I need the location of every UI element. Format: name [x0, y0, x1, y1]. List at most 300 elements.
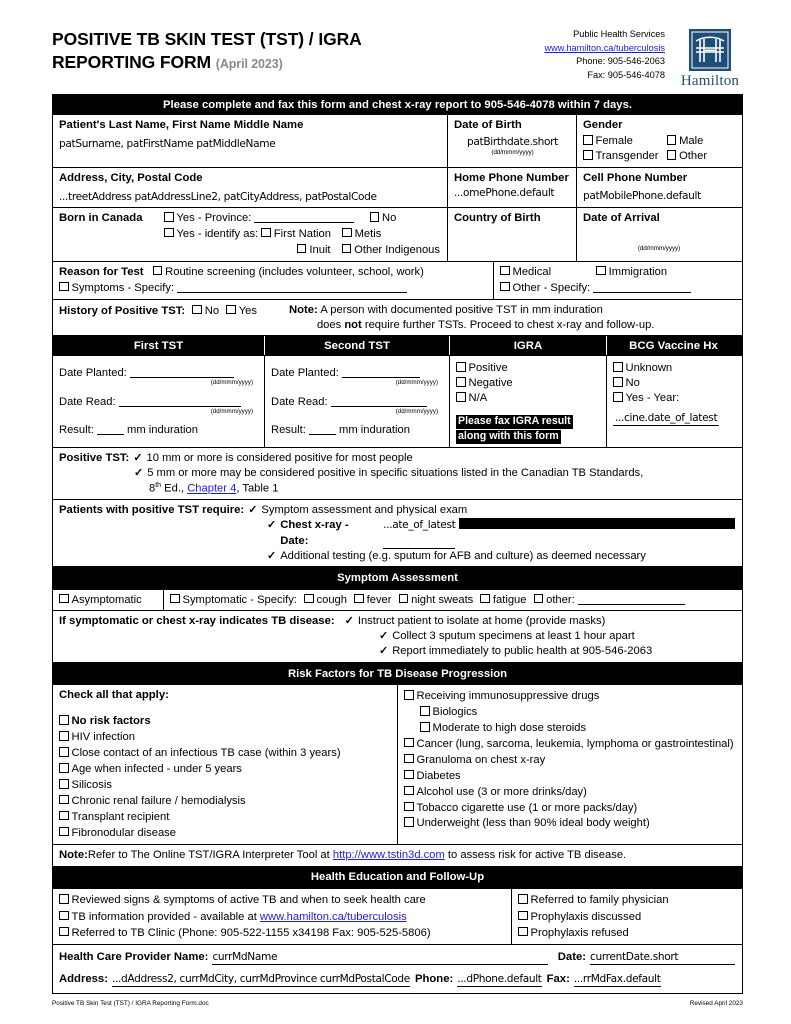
- symptom-cough-option[interactable]: [304, 594, 347, 606]
- checkbox-icon[interactable]: [59, 594, 69, 604]
- edu-label: Prophylaxis refused: [530, 926, 629, 939]
- instruction-bar: Please complete and fax this form and chest x-ray report to 905-546-4078 within 7 days.: [53, 94, 742, 115]
- row-symptoms: [53, 589, 742, 611]
- symptomatic-option[interactable]: [170, 594, 297, 606]
- other-specify-input[interactable]: [593, 292, 691, 293]
- checkbox-icon[interactable]: [164, 212, 174, 222]
- provider-phone-value[interactable]: ...dPhone.default: [457, 972, 541, 987]
- checkbox-icon[interactable]: [404, 817, 414, 827]
- checkbox-icon[interactable]: [404, 770, 414, 780]
- born-yes-province-label: Yes - Province:: [176, 212, 252, 224]
- cell-risk-left: [53, 685, 397, 843]
- checkbox-icon[interactable]: [583, 135, 593, 145]
- checkbox-icon[interactable]: [59, 894, 69, 904]
- risk-label: Moderate to high dose steroids: [432, 722, 587, 735]
- first-tst-planted-input[interactable]: [130, 377, 234, 378]
- risk-label: No risk factors: [71, 715, 151, 728]
- positive-tst-line3-prefix: 8: [149, 482, 156, 495]
- header-first-tst: First TST: [133, 339, 184, 352]
- checkbox-icon[interactable]: [164, 228, 174, 238]
- checkmark-icon: ✓: [344, 615, 354, 628]
- checkbox-icon[interactable]: [404, 802, 414, 812]
- edu-referred-tb-clinic[interactable]: [59, 926, 506, 941]
- checkbox-icon[interactable]: [261, 228, 271, 238]
- checkbox-icon[interactable]: [59, 795, 69, 805]
- risk-alcohol-use[interactable]: [404, 785, 735, 800]
- cell-first-tst: [53, 356, 264, 446]
- address-value: ...treetAddress patAddressLine2, patCityAddress, patPostalCode: [59, 190, 377, 203]
- interpreter-note-label: Note:: [59, 848, 88, 861]
- patient-name-value: patSurname, patFirstName patMiddleName: [59, 138, 276, 151]
- history-note-line2b: require further TSTs. Proceed to chest x-ray and follow-up.: [361, 318, 655, 331]
- cell-reason-right: [493, 262, 740, 299]
- risk-underweight[interactable]: [404, 816, 735, 831]
- born-yes-province-row: [164, 211, 442, 226]
- chapter-4-link[interactable]: Chapter 4: [187, 482, 237, 495]
- checkbox-icon[interactable]: [404, 690, 414, 700]
- checkbox-icon[interactable]: [354, 594, 364, 604]
- symptom-other-input[interactable]: [578, 604, 685, 605]
- checkbox-icon[interactable]: [59, 911, 69, 921]
- checkbox-icon[interactable]: [59, 763, 69, 773]
- edu-reviewed-signs[interactable]: [59, 893, 506, 908]
- reason-symptoms-option[interactable]: [59, 282, 174, 294]
- provider-fax-label: Fax:: [546, 972, 570, 985]
- date-of-arrival-label: Date of Arrival: [583, 212, 660, 224]
- born-yes-identify-label: Yes - identify as:: [176, 227, 259, 240]
- symptom-night-sweats-option[interactable]: [399, 594, 474, 606]
- row-risk-factors: [53, 684, 742, 843]
- row-patient-name: [53, 115, 742, 167]
- risk-label: Close contact of an infectious TB case (within 3 years): [71, 747, 341, 760]
- home-phone-label: Home Phone Number: [454, 171, 569, 184]
- reason-symptoms-label: Symptoms - Specify:: [71, 281, 175, 294]
- first-tst-result-label: Result:: [59, 423, 94, 436]
- risk-close-contact[interactable]: [59, 746, 392, 761]
- title-block: [52, 22, 362, 75]
- igra-negative-label: Negative: [468, 377, 513, 390]
- risk-silicosis[interactable]: [59, 778, 392, 793]
- symptom-fever-option[interactable]: [354, 594, 391, 606]
- checkbox-icon[interactable]: [667, 150, 677, 160]
- provider-address-label: Address:: [59, 972, 108, 985]
- fax-text: Fax: 905-546-4078: [587, 69, 665, 80]
- page-title-line2: REPORTING FORM: [52, 52, 212, 73]
- history-yes-option[interactable]: [226, 305, 257, 317]
- risk-label: HIV infection: [71, 731, 135, 744]
- reason-medical-label: Medical: [512, 265, 552, 278]
- risk-factors-bar: Risk Factors for TB Disease Progression: [53, 662, 742, 684]
- first-tst-planted-label: Date Planted:: [59, 367, 127, 380]
- cell-date-of-arrival: [576, 208, 740, 261]
- identify-inuit-option[interactable]: [297, 244, 331, 256]
- footer-filename: Positive TB Skin Test (TST) / IGRA Reporting Form.doc: [52, 1000, 209, 1008]
- checkbox-icon[interactable]: [342, 228, 352, 238]
- checkbox-icon[interactable]: [226, 305, 236, 315]
- second-tst-planted-input[interactable]: [342, 377, 420, 378]
- born-identify-row2: [164, 243, 442, 258]
- header-second-tst: Second TST: [264, 336, 449, 355]
- igra-negative-option[interactable]: [456, 376, 601, 391]
- cell-home-phone: [447, 168, 576, 207]
- edu-referred-family-physician[interactable]: [518, 893, 735, 908]
- risk-no-risk-factors[interactable]: [59, 714, 392, 729]
- row-birth-origin: [53, 207, 742, 261]
- risk-label: Receiving immunosuppressive drugs: [416, 690, 600, 703]
- risk-hiv-infection[interactable]: [59, 730, 392, 745]
- page-title-line1: POSITIVE TB SKIN TEST (TST) / IGRA: [52, 29, 362, 49]
- gender-male-label: Male: [679, 135, 704, 148]
- identify-first-nation-label: First Nation: [273, 227, 331, 240]
- checkbox-icon[interactable]: [500, 266, 510, 276]
- cell-interpreter-note: [53, 845, 740, 866]
- header-contact-block: [544, 22, 743, 90]
- cell-positive-tst: [53, 448, 740, 500]
- checkbox-icon[interactable]: [192, 305, 202, 315]
- cell-history: [53, 300, 740, 336]
- risk-label: Age when infected - under 5 years: [71, 763, 242, 776]
- checkbox-icon[interactable]: [370, 212, 380, 222]
- checkmark-icon: ✓: [134, 466, 144, 479]
- history-no-option[interactable]: [192, 305, 219, 317]
- provider-name-label: Health Care Provider Name:: [59, 950, 209, 963]
- second-tst-planted-label: Date Planted:: [271, 367, 339, 380]
- checkbox-icon[interactable]: [153, 266, 163, 276]
- checkmark-icon: ✓: [267, 519, 277, 532]
- tests-body-row: [53, 355, 742, 446]
- header-bcg: BCG Vaccine Hx: [606, 336, 740, 355]
- action-line3: Report immediately to public health at 905-546-2063: [392, 645, 653, 658]
- edu-label: TB information provided - available at: [71, 910, 260, 923]
- cell-patient-name: [53, 115, 447, 167]
- asymptomatic-label: Asymptomatic: [71, 593, 142, 606]
- risk-steroids[interactable]: [404, 721, 735, 736]
- footer-revision: Revised April 2023: [689, 1000, 743, 1008]
- igra-notice-line1: Please fax IGRA result: [458, 415, 571, 428]
- first-tst-read-format: (dd/mmm/yyyy): [210, 407, 253, 415]
- bcg-unknown-label: Unknown: [625, 362, 673, 375]
- checkbox-icon[interactable]: [667, 135, 677, 145]
- checkmark-icon: ✓: [133, 451, 143, 464]
- checkbox-icon[interactable]: [170, 594, 180, 604]
- row-requirements: [53, 499, 742, 566]
- first-tst-result-unit: mm induration: [127, 423, 198, 436]
- risk-fibronodular-disease[interactable]: [59, 826, 392, 841]
- identify-metis-option[interactable]: [342, 228, 381, 240]
- reason-routine-option[interactable]: [153, 266, 424, 278]
- symptom-other-label: other:: [546, 593, 575, 606]
- second-tst-result-unit: mm induration: [339, 423, 410, 436]
- country-of-birth-label: Country of Birth: [454, 212, 541, 224]
- logo-wordmark: Hamilton: [680, 73, 740, 89]
- hamilton-bridge-icon: [688, 28, 732, 72]
- province-input-line[interactable]: [254, 222, 354, 223]
- edu-label: Referred to TB Clinic (Phone: 905-522-1155 x34198 Fax: 905-525-5806): [71, 926, 431, 939]
- checkbox-icon[interactable]: [456, 362, 466, 372]
- checkbox-icon[interactable]: [596, 266, 606, 276]
- cell-provider: [53, 945, 740, 993]
- redaction-bar: [459, 518, 735, 529]
- identify-other-indigenous-label: Other Indigenous: [354, 243, 440, 256]
- if-symptomatic-label: If symptomatic or chest x-ray indicates TB disease:: [59, 615, 335, 628]
- checkbox-icon[interactable]: [59, 779, 69, 789]
- cell-if-symptomatic: [53, 611, 740, 662]
- dob-format-hint: (dd/mmm/yyyy): [491, 149, 534, 157]
- born-identify-row: [164, 227, 442, 242]
- row-address: [53, 167, 742, 207]
- risk-age-under-5[interactable]: [59, 762, 392, 777]
- org-name: Public Health Services: [573, 29, 665, 39]
- symptom-fatigue-option[interactable]: [480, 594, 526, 606]
- checkbox-icon[interactable]: [297, 244, 307, 254]
- provider-date-label: Date:: [557, 950, 586, 963]
- igra-notice-line2: along with this form: [458, 430, 559, 443]
- cell-reason-left: [53, 262, 493, 299]
- risk-biologics[interactable]: [404, 705, 735, 720]
- igra-na-option[interactable]: [456, 391, 601, 406]
- born-no-label: No: [382, 212, 397, 224]
- checkbox-icon[interactable]: [399, 594, 409, 604]
- risk-cancer[interactable]: [404, 737, 735, 752]
- history-label: History of Positive TST:: [59, 304, 186, 317]
- cell-education-right: [511, 889, 740, 944]
- checkbox-icon[interactable]: [518, 911, 528, 921]
- header-igra: IGRA: [449, 336, 606, 355]
- checkbox-icon[interactable]: [304, 594, 314, 604]
- symptom-other-option[interactable]: [534, 594, 575, 606]
- positive-tst-line3-suffix: , Table 1: [236, 482, 279, 495]
- row-reason-for-test: [53, 261, 742, 299]
- provider-address-value[interactable]: ...dAddress2, currMdCity, currMdProvince currMdPostalCode: [112, 972, 410, 987]
- checkbox-icon[interactable]: [534, 594, 544, 604]
- action-line2: Collect 3 sputum specimens at least 1 hour apart: [392, 630, 635, 643]
- cell-phone-value: patMobilePhone.default: [583, 189, 701, 202]
- positive-tst-line3-sup: th: [155, 481, 162, 489]
- checkbox-icon[interactable]: [456, 392, 466, 402]
- checkbox-icon[interactable]: [59, 811, 69, 821]
- bcg-yes-option[interactable]: [613, 391, 735, 406]
- checkbox-icon[interactable]: [500, 282, 510, 292]
- checkmark-icon: ✓: [379, 630, 389, 643]
- symptomatic-label: Symptomatic - Specify:: [182, 593, 297, 606]
- action-line1: Instruct patient to isolate at home (provide masks): [357, 615, 606, 628]
- checkbox-icon[interactable]: [518, 927, 528, 937]
- risk-label: Granuloma on chest x-ray: [416, 753, 546, 766]
- risk-label: Alcohol use (3 or more drinks/day): [416, 785, 587, 798]
- checkbox-icon[interactable]: [613, 392, 623, 402]
- arrival-format-hint: (dd/mmm/yyyy): [637, 245, 681, 253]
- first-tst-read-input[interactable]: [119, 406, 241, 407]
- cell-phone-label: Cell Phone Number: [583, 171, 688, 184]
- gender-label: Gender: [583, 119, 623, 132]
- born-in-canada-label: Born in Canada: [59, 212, 143, 224]
- checkbox-icon[interactable]: [59, 747, 69, 757]
- gender-other-label: Other: [679, 150, 708, 163]
- reason-immigration-option[interactable]: [596, 266, 667, 278]
- reason-label: Reason for Test: [59, 265, 144, 278]
- bcg-no-option[interactable]: [613, 376, 735, 391]
- checkbox-icon[interactable]: [583, 150, 593, 160]
- checkbox-icon[interactable]: [59, 282, 69, 292]
- checkbox-icon[interactable]: [59, 827, 69, 837]
- cell-igra: [449, 356, 606, 446]
- second-tst-result-input[interactable]: [309, 434, 336, 435]
- history-note-not: not: [344, 318, 362, 331]
- cell-education-left: [53, 889, 511, 944]
- provider-phone-label: Phone:: [414, 972, 454, 985]
- requirement-line3: Additional testing (e.g. sputum for AFB and culture) as deemed necessary: [280, 549, 646, 562]
- page-title-revision: (April 2023): [215, 57, 283, 72]
- chest-xray-date-value: ...ate_of_latest: [383, 518, 455, 548]
- reason-other-label: Other - Specify:: [512, 281, 591, 294]
- positive-tst-line3-mid: Ed.,: [161, 482, 188, 495]
- cell-country-of-birth: [447, 208, 576, 261]
- requirements-label: Patients with positive TST require:: [59, 504, 245, 517]
- checkbox-icon[interactable]: [480, 594, 490, 604]
- checkbox-icon[interactable]: [59, 927, 69, 937]
- edu-label: Reviewed signs & symptoms of active TB and when to seek health care: [71, 894, 426, 907]
- cell-risk-right: [397, 685, 740, 843]
- risk-granuloma[interactable]: [404, 753, 735, 768]
- edu-label: Referred to family physician: [530, 894, 669, 907]
- checkbox-icon[interactable]: [59, 715, 69, 725]
- interpreter-note-pre: Refer to The Online TST/IGRA Interpreter Tool at: [87, 848, 333, 861]
- checkbox-icon[interactable]: [59, 731, 69, 741]
- tstin3d-link[interactable]: http://www.tstin3d.com: [332, 848, 445, 861]
- first-tst-planted-format: (dd/mmm/yyyy): [210, 379, 253, 387]
- cell-date-of-birth: [447, 115, 576, 167]
- provider-name-value[interactable]: currMdName: [212, 950, 547, 965]
- bcg-unknown-option[interactable]: [613, 361, 735, 376]
- home-phone-value: ...omePhone.default: [454, 186, 555, 199]
- page-header: [52, 22, 743, 90]
- checkbox-icon[interactable]: [420, 706, 430, 716]
- chest-xray-date-label: Chest x-ray - Date:: [280, 519, 349, 547]
- asymptomatic-option[interactable]: [59, 594, 142, 606]
- address-label: Address, City, Postal Code: [59, 171, 203, 184]
- cell-address: [53, 168, 447, 207]
- checkbox-icon[interactable]: [613, 362, 623, 372]
- risk-label: Tobacco cigarette use (1 or more packs/day): [416, 801, 638, 814]
- risk-chronic-renal-failure[interactable]: [59, 794, 392, 809]
- identify-other-indigenous-option[interactable]: [342, 244, 440, 256]
- dob-value: patBirthdate.short: [467, 136, 558, 149]
- symptom-cough-label: cough: [316, 593, 347, 606]
- row-positive-tst-criteria: [53, 447, 742, 500]
- checkbox-icon[interactable]: [613, 377, 623, 387]
- risk-diabetes[interactable]: [404, 769, 735, 784]
- symptom-assessment-bar: Symptom Assessment: [53, 566, 742, 588]
- row-if-symptomatic: [53, 610, 742, 662]
- hamilton-tb-link[interactable]: www.hamilton.ca/tuberculosis: [259, 910, 407, 923]
- igra-positive-label: Positive: [468, 362, 508, 375]
- risk-tobacco-use[interactable]: [404, 801, 735, 816]
- second-tst-result-label: Result:: [271, 423, 306, 436]
- igra-na-label: N/A: [468, 392, 488, 405]
- checkbox-icon[interactable]: [456, 377, 466, 387]
- cell-symptomatic: [163, 590, 740, 611]
- risk-label: Transplant recipient: [71, 810, 170, 823]
- history-note-label: Note:: [288, 303, 318, 316]
- edu-tb-info-provided[interactable]: [59, 910, 506, 925]
- risk-label: Diabetes: [416, 769, 461, 782]
- checkbox-icon[interactable]: [420, 722, 430, 732]
- checkbox-icon[interactable]: [404, 754, 414, 764]
- cell-second-tst: [264, 356, 449, 446]
- risk-label: Chronic renal failure / hemodialysis: [71, 794, 246, 807]
- history-note-line2a: does: [316, 318, 345, 331]
- patient-name-label: Patient's Last Name, First Name Middle Name: [59, 119, 304, 132]
- provider-fax-value[interactable]: ...rrMdFax.default: [574, 972, 661, 987]
- igra-positive-option[interactable]: [456, 361, 601, 376]
- gender-option-female[interactable]: [583, 134, 667, 149]
- born-yes-province-option[interactable]: [164, 212, 251, 224]
- risk-label: Cancer (lung, sarcoma, leukemia, lymphoma or gastrointestinal): [416, 737, 734, 750]
- row-health-education: [53, 888, 742, 944]
- checkbox-icon[interactable]: [404, 786, 414, 796]
- cell-born-in-canada: [53, 208, 447, 261]
- positive-tst-label: Positive TST:: [59, 451, 130, 464]
- page-footer: [52, 1000, 743, 1007]
- checkmark-icon: ✓: [248, 504, 258, 517]
- provider-date-value[interactable]: currentDate.short: [590, 950, 735, 965]
- requirement-line1: Symptom assessment and physical exam: [261, 504, 468, 517]
- gender-option-other[interactable]: [667, 149, 735, 164]
- cell-cell-phone: [576, 168, 740, 207]
- risk-immunosuppressive-drugs[interactable]: [404, 689, 735, 704]
- symptoms-specify-input[interactable]: [177, 292, 407, 293]
- dob-label: Date of Birth: [454, 119, 522, 132]
- gender-transgender-label: Transgender: [595, 150, 659, 163]
- edu-prophylaxis-discussed[interactable]: [518, 910, 735, 925]
- reason-medical-option[interactable]: [500, 266, 551, 278]
- reason-routine-label: Routine screening (includes volunteer, school, work): [165, 265, 424, 278]
- row-provider: [53, 944, 742, 993]
- phone-text: Phone: 905-546-2063: [576, 56, 665, 67]
- identify-inuit-label: Inuit: [309, 243, 331, 256]
- first-tst-read-label: Date Read:: [59, 395, 116, 408]
- symptom-fever-label: fever: [366, 593, 392, 606]
- checkmark-icon: ✓: [267, 549, 277, 562]
- gender-option-transgender[interactable]: [583, 149, 667, 164]
- checkbox-icon[interactable]: [404, 738, 414, 748]
- edu-prophylaxis-refused[interactable]: [518, 926, 735, 941]
- reason-other-option[interactable]: [500, 282, 590, 294]
- second-tst-read-format: (dd/mmm/yyyy): [395, 407, 438, 415]
- form-table: [52, 94, 743, 994]
- positive-tst-line1: 10 mm or more is considered positive for most people: [146, 451, 413, 464]
- symptom-night-sweats-label: night sweats: [411, 593, 474, 606]
- second-tst-result: [271, 423, 444, 438]
- checkbox-icon[interactable]: [342, 244, 352, 254]
- checkbox-icon[interactable]: [518, 894, 528, 904]
- identify-first-nation-option[interactable]: [261, 228, 331, 240]
- website-link[interactable]: www.hamilton.ca/tuberculosis: [544, 42, 665, 53]
- born-no-option[interactable]: [370, 212, 397, 224]
- born-yes-identify-option[interactable]: [164, 228, 258, 240]
- history-no-label: No: [204, 304, 220, 317]
- gender-option-male[interactable]: [667, 134, 735, 149]
- symptom-fatigue-label: fatigue: [492, 593, 527, 606]
- second-tst-read-input[interactable]: [331, 406, 427, 407]
- cell-asymptomatic[interactable]: [53, 590, 163, 611]
- cell-requirements: [53, 500, 740, 566]
- risk-transplant-recipient[interactable]: [59, 810, 392, 825]
- bcg-no-label: No: [625, 377, 640, 390]
- risk-label: Biologics: [432, 706, 478, 719]
- first-tst-result-input[interactable]: [97, 434, 124, 435]
- gender-female-label: Female: [595, 135, 633, 148]
